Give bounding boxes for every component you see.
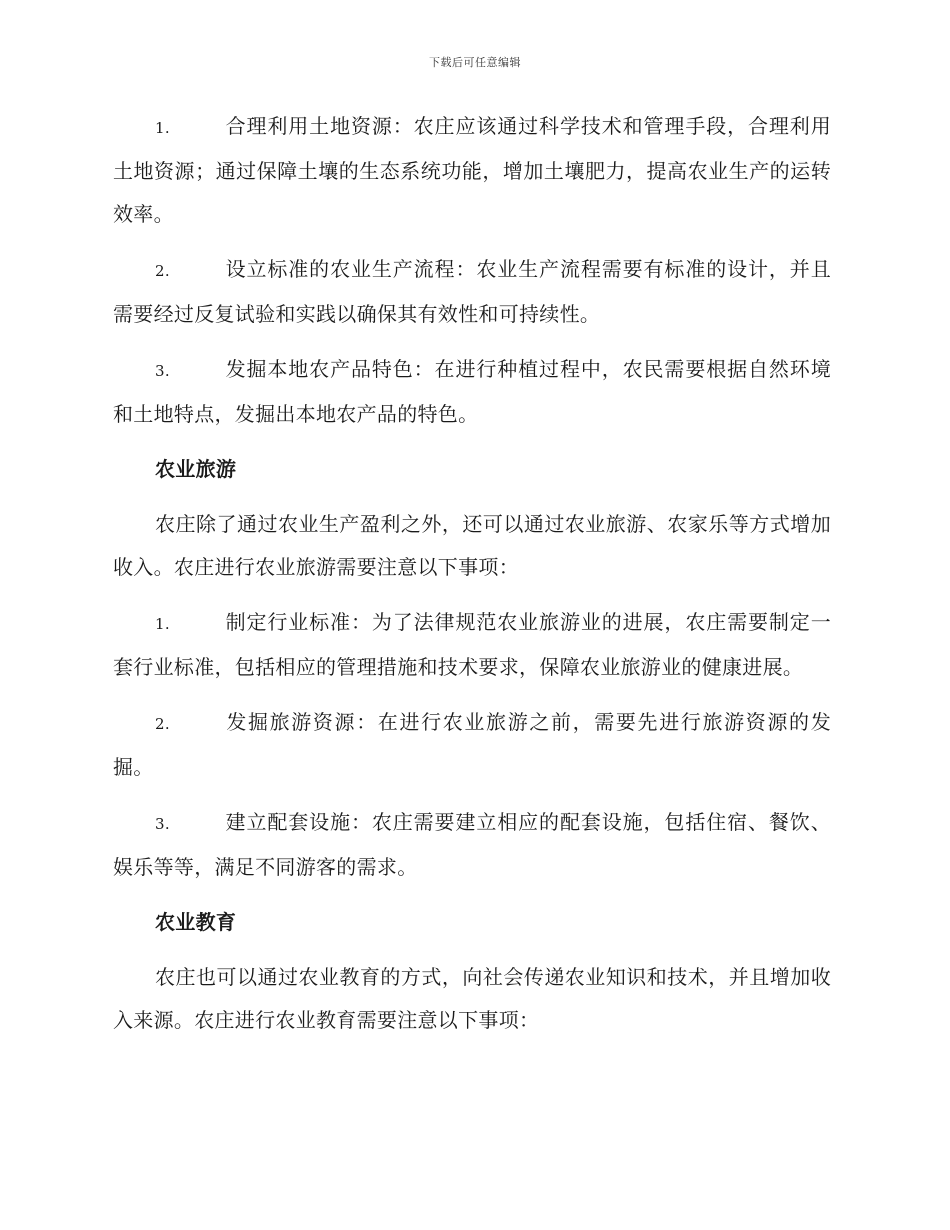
list-item [113,348,831,436]
section-heading-agri-tourism: 农业旅游 [155,457,237,481]
list-item-number: 3. [155,815,170,833]
list-item [113,801,831,889]
section-intro-agri-tourism: 农庄除了通过农业生产盈利之外，还可以通过农业旅游、农家乐等方式增加收入。农庄进行农业旅游需要注意以下事项： [113,512,831,579]
document-body [113,105,831,1054]
list-item-text: 设立标准的农业生产流程：农业生产流程需要有标准的设计，并且需要经过反复试验和实践以确保其有效性和可持续性。 [113,257,831,326]
list-item-text: 合理利用土地资源：农庄应该通过科学技术和管理手段，合理利用土地资源；通过保障土壤的生态系统功能，增加土壤肥力，提高农业生产的运转效率。 [113,114,831,226]
list-item-text: 发掘旅游资源：在进行农业旅游之前，需要先进行旅游资源的发掘。 [113,710,831,779]
list-item-number: 1. [155,615,170,633]
list-item-number: 3. [155,362,170,380]
page-header: 下载后可任意编辑 [429,56,521,69]
list-item-number: 2. [155,262,170,280]
list-item-number: 1. [155,119,170,137]
list-item-text: 发掘本地农产品特色：在进行种植过程中，农民需要根据自然环境和土地特点，发掘出本地农产品的特色。 [113,357,831,426]
list-item [113,701,831,789]
list-item-number: 2. [155,715,170,733]
list-item-text: 制定行业标准：为了法律规范农业旅游业的进展，农庄需要制定一套行业标准，包括相应的管理措施和技术要求，保障农业旅游业的健康进展。 [113,610,831,679]
section-intro-agri-education: 农庄也可以通过农业教育的方式，向社会传递农业知识和技术，并且增加收入来源。农庄进行农业教育需要注意以下事项： [113,965,831,1032]
list-item [113,248,831,336]
list-item-text: 建立配套设施：农庄需要建立相应的配套设施，包括住宿、餐饮、娱乐等等，满足不同游客的需求。 [113,810,831,879]
list-item [113,601,831,689]
section-heading-agri-education: 农业教育 [155,910,237,934]
list-item [113,105,831,236]
